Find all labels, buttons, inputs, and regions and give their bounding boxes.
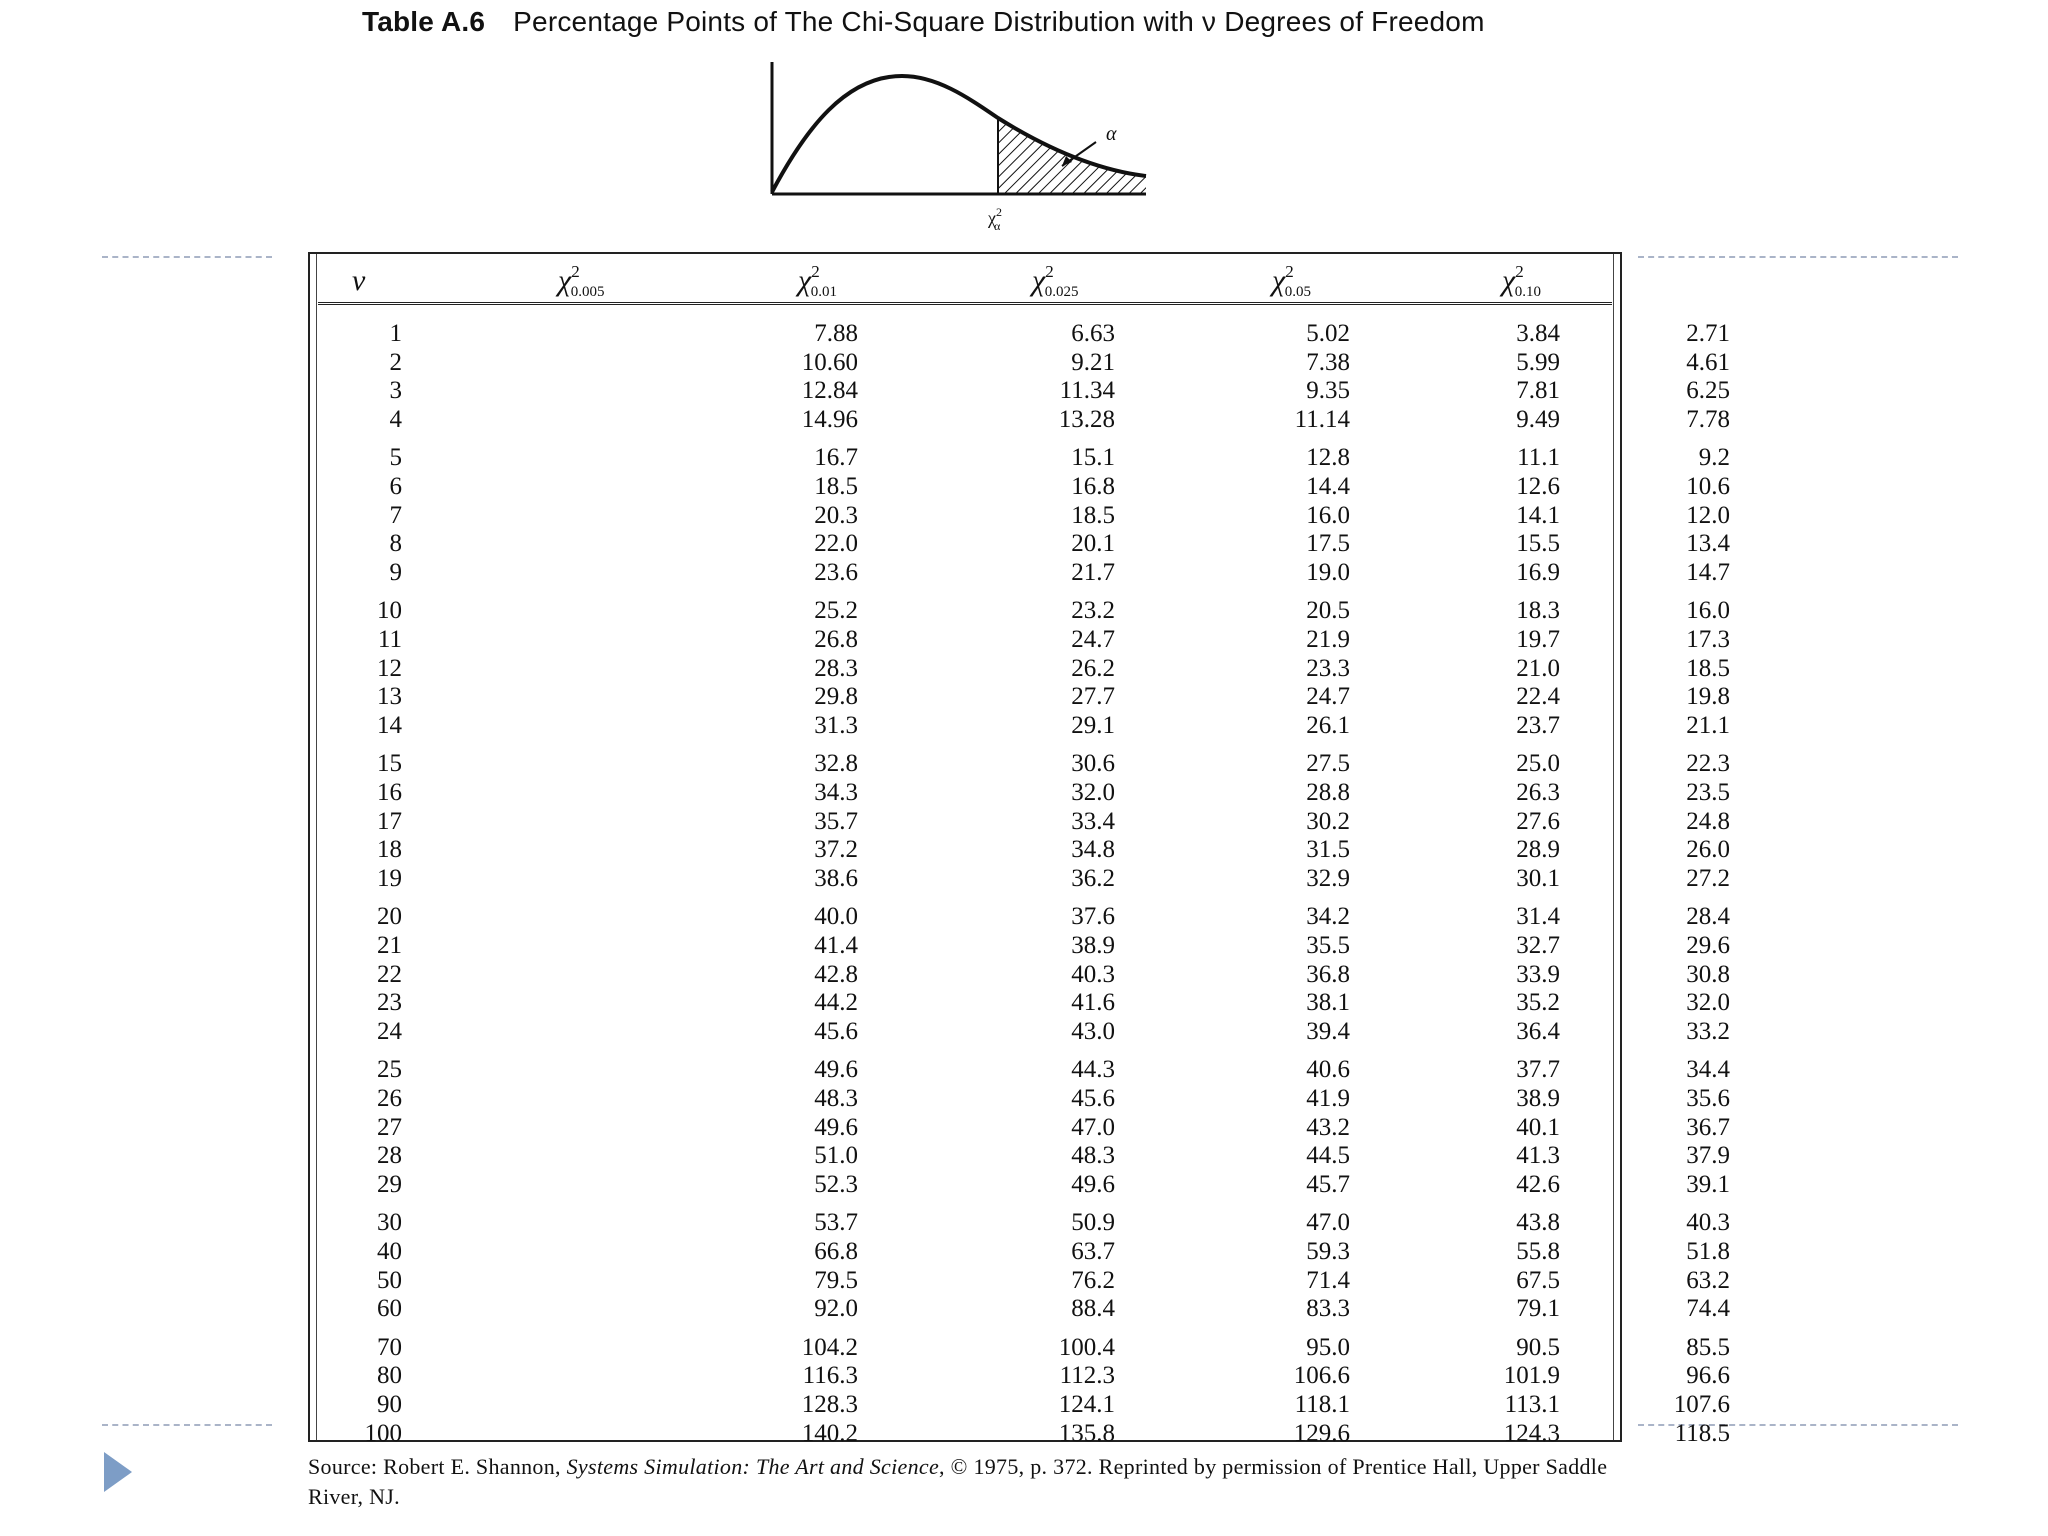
value-cell: 45.7	[1306, 1170, 1350, 1198]
value-cell: 63.2	[1686, 1266, 1730, 1294]
value-cell: 19.0	[1306, 558, 1350, 586]
value-cell: 32.7	[1516, 932, 1560, 959]
column-header-4: $\chi^2_{0.05}$	[1272, 262, 1311, 300]
table-row	[310, 654, 1730, 683]
value-cell: 39.4	[1306, 1017, 1350, 1045]
table-row	[310, 1362, 1730, 1390]
value-cell: 47.0	[1306, 1209, 1350, 1237]
value-cell: 36.4	[1516, 1017, 1560, 1045]
df-cell: 20	[377, 903, 402, 931]
value-cell: 129.6	[1293, 1419, 1350, 1447]
df-cell: 13	[377, 683, 402, 711]
value-cell: 55.8	[1516, 1238, 1560, 1265]
value-cell: 20.5	[1306, 597, 1350, 625]
value-cell: 16.0	[1686, 597, 1730, 625]
value-cell: 37.7	[1516, 1056, 1560, 1084]
value-cell: 49.6	[1071, 1170, 1115, 1198]
df-cell: 7	[389, 501, 402, 529]
value-cell: 12.84	[801, 377, 858, 405]
value-cell: 6.25	[1686, 377, 1730, 405]
value-cell: 29.1	[1071, 711, 1115, 739]
df-cell: 21	[377, 932, 402, 959]
table-row	[310, 444, 1730, 472]
value-cell: 112.3	[1059, 1362, 1115, 1390]
value-cell: 16.0	[1306, 501, 1350, 529]
table-row	[310, 405, 1730, 434]
value-cell: 7.78	[1686, 405, 1730, 433]
value-cell: 16.9	[1516, 558, 1560, 586]
value-cell: 100.4	[1058, 1333, 1115, 1361]
value-cell: 17.3	[1686, 626, 1730, 653]
value-cell: 33.2	[1686, 1017, 1730, 1045]
value-cell: 9.21	[1071, 348, 1115, 376]
value-cell: 107.6	[1673, 1391, 1730, 1418]
value-cell: 32.8	[814, 750, 858, 778]
value-cell: 5.99	[1516, 348, 1560, 376]
value-cell: 43.2	[1306, 1113, 1350, 1141]
table-title	[362, 6, 1485, 38]
table-number: Table A.6	[362, 6, 486, 37]
value-cell: 85.5	[1686, 1333, 1730, 1361]
value-cell: 26.1	[1306, 711, 1350, 739]
value-cell: 37.9	[1686, 1142, 1730, 1170]
value-cell: 48.3	[814, 1085, 858, 1112]
value-cell: 39.1	[1686, 1170, 1730, 1198]
df-cell: 5	[389, 444, 402, 472]
value-cell: 26.8	[814, 626, 858, 653]
value-cell: 31.3	[814, 711, 858, 739]
table-row	[310, 1391, 1730, 1419]
chi-alpha-label: $\chi^2$ α	[988, 205, 1002, 233]
value-cell: 26.0	[1686, 836, 1730, 864]
value-cell: 26.2	[1071, 654, 1115, 682]
value-cell: 32.9	[1306, 864, 1350, 892]
value-cell: 18.5	[814, 473, 858, 500]
table-row	[310, 501, 1730, 530]
value-cell: 31.4	[1516, 903, 1560, 931]
df-cell: 60	[377, 1295, 402, 1323]
value-cell: 3.84	[1516, 320, 1560, 347]
table-row	[310, 1170, 1730, 1199]
value-cell: 38.1	[1306, 989, 1350, 1017]
value-cell: 7.81	[1516, 377, 1560, 405]
table-row	[310, 1209, 1730, 1237]
table-row	[310, 683, 1730, 711]
value-cell: 88.4	[1071, 1295, 1115, 1323]
value-cell: 33.9	[1516, 960, 1560, 988]
df-cell: 80	[377, 1362, 402, 1390]
value-cell: 25.0	[1516, 750, 1560, 778]
value-cell: 38.9	[1071, 932, 1115, 959]
divider-bottom-left	[102, 1424, 272, 1426]
value-cell: 52.3	[814, 1170, 858, 1198]
value-cell: 14.4	[1306, 473, 1350, 500]
table-row	[310, 711, 1730, 740]
df-cell: 27	[377, 1113, 402, 1141]
value-cell: 32.0	[1071, 779, 1115, 806]
df-cell: 28	[377, 1142, 402, 1170]
value-cell: 51.8	[1686, 1238, 1730, 1265]
df-cell: 18	[377, 836, 402, 864]
table-row	[310, 1113, 1730, 1142]
df-cell: 19	[377, 864, 402, 892]
value-cell: 10.6	[1686, 473, 1730, 500]
df-cell: 2	[389, 348, 402, 376]
df-cell: 4	[389, 405, 402, 433]
df-cell: 11	[377, 626, 402, 653]
value-cell: 49.6	[814, 1056, 858, 1084]
value-cell: 23.7	[1516, 711, 1560, 739]
value-cell: 9.49	[1516, 405, 1560, 433]
alpha-label: α	[1106, 123, 1117, 145]
table-row	[310, 1085, 1730, 1113]
value-cell: 33.4	[1071, 807, 1115, 835]
value-cell: 36.8	[1306, 960, 1350, 988]
value-cell: 30.1	[1516, 864, 1560, 892]
value-cell: 83.3	[1306, 1295, 1350, 1323]
df-cell: 90	[377, 1391, 402, 1418]
table-row	[310, 1056, 1730, 1084]
value-cell: 41.3	[1516, 1142, 1560, 1170]
value-cell: 16.7	[814, 444, 858, 472]
value-cell: 32.0	[1686, 989, 1730, 1017]
value-cell: 22.4	[1516, 683, 1560, 711]
value-cell: 66.8	[814, 1238, 858, 1265]
table-row	[310, 1333, 1730, 1362]
value-cell: 17.5	[1306, 530, 1350, 558]
df-cell: 10	[377, 597, 402, 625]
value-cell: 35.2	[1516, 989, 1560, 1017]
table-row	[310, 1295, 1730, 1323]
source-prefix: Source: Robert E. Shannon,	[308, 1454, 567, 1479]
value-cell: 6.63	[1071, 320, 1115, 347]
divider-top-left	[102, 256, 272, 258]
value-cell: 59.3	[1306, 1238, 1350, 1265]
value-cell: 49.6	[814, 1113, 858, 1141]
value-cell: 43.0	[1071, 1017, 1115, 1045]
value-cell: 26.3	[1516, 779, 1560, 806]
df-cell: 25	[377, 1056, 402, 1084]
value-cell: 118.1	[1294, 1391, 1350, 1418]
value-cell: 21.7	[1071, 558, 1115, 586]
value-cell: 14.7	[1686, 558, 1730, 586]
column-header-3: $\chi^2_{0.025}$	[1032, 262, 1079, 300]
value-cell: 12.6	[1516, 473, 1560, 500]
value-cell: 22.0	[814, 530, 858, 558]
value-cell: 92.0	[814, 1295, 858, 1323]
value-cell: 23.5	[1686, 779, 1730, 806]
df-cell: 3	[389, 377, 402, 405]
value-cell: 36.7	[1686, 1113, 1730, 1141]
value-cell: 18.5	[1686, 654, 1730, 682]
value-cell: 28.8	[1306, 779, 1350, 806]
value-cell: 45.6	[814, 1017, 858, 1045]
value-cell: 20.1	[1071, 530, 1115, 558]
df-cell: 30	[377, 1209, 402, 1237]
value-cell: 21.1	[1686, 711, 1730, 739]
column-header-2: $\chi^2_{0.01}$	[798, 262, 837, 300]
table-row	[310, 807, 1730, 836]
value-cell: 42.8	[814, 960, 858, 988]
value-cell: 113.1	[1504, 1391, 1560, 1418]
value-cell: 12.8	[1306, 444, 1350, 472]
value-cell: 19.8	[1686, 683, 1730, 711]
value-cell: 35.6	[1686, 1085, 1730, 1112]
chi-square-table	[308, 252, 1730, 1447]
value-cell: 128.3	[801, 1391, 858, 1418]
value-cell: 79.1	[1516, 1295, 1560, 1323]
value-cell: 44.2	[814, 989, 858, 1017]
value-cell: 44.3	[1071, 1056, 1115, 1084]
value-cell: 30.2	[1306, 807, 1350, 835]
value-cell: 38.6	[814, 864, 858, 892]
value-cell: 116.3	[802, 1362, 858, 1390]
value-cell: 140.2	[801, 1419, 858, 1447]
df-cell: 15	[377, 750, 402, 778]
value-cell: 41.9	[1306, 1085, 1350, 1112]
value-cell: 15.5	[1516, 530, 1560, 558]
value-cell: 118.5	[1674, 1419, 1730, 1447]
value-cell: 2.71	[1686, 320, 1730, 347]
table-row	[310, 864, 1730, 893]
value-cell: 13.28	[1058, 405, 1115, 433]
header-rule	[318, 302, 1612, 305]
value-cell: 28.4	[1686, 903, 1730, 931]
value-cell: 96.6	[1686, 1362, 1730, 1390]
table-row	[310, 1238, 1730, 1266]
value-cell: 71.4	[1306, 1266, 1350, 1294]
value-cell: 11.1	[1517, 444, 1560, 472]
value-cell: 36.2	[1071, 864, 1115, 892]
value-cell: 7.88	[814, 320, 858, 347]
value-cell: 16.8	[1071, 473, 1115, 500]
df-cell: 100	[364, 1419, 402, 1447]
df-cell: 50	[377, 1266, 402, 1294]
table-row	[310, 989, 1730, 1017]
table-row	[310, 932, 1730, 960]
value-cell: 27.7	[1071, 683, 1115, 711]
df-cell: 70	[377, 1333, 402, 1361]
column-header-1: $\chi^2_{0.005}$	[558, 262, 605, 300]
table-row	[310, 1017, 1730, 1046]
df-cell: 24	[377, 1017, 402, 1045]
value-cell: 104.2	[801, 1333, 858, 1361]
value-cell: 21.0	[1516, 654, 1560, 682]
value-cell: 31.5	[1306, 836, 1350, 864]
value-cell: 43.8	[1516, 1209, 1560, 1237]
table-row	[310, 1142, 1730, 1170]
value-cell: 40.1	[1516, 1113, 1560, 1141]
value-cell: 18.5	[1071, 501, 1115, 529]
value-cell: 135.8	[1058, 1419, 1115, 1447]
value-cell: 15.1	[1071, 444, 1115, 472]
table-row	[310, 1419, 1730, 1448]
table-row	[310, 779, 1730, 807]
table-row	[310, 1266, 1730, 1295]
df-cell: 40	[377, 1238, 402, 1265]
value-cell: 4.61	[1686, 348, 1730, 376]
value-cell: 76.2	[1071, 1266, 1115, 1294]
df-cell: 17	[377, 807, 402, 835]
value-cell: 34.3	[814, 779, 858, 806]
value-cell: 18.3	[1516, 597, 1560, 625]
value-cell: 10.60	[801, 348, 858, 376]
table-row	[310, 836, 1730, 864]
value-cell: 23.3	[1306, 654, 1350, 682]
value-cell: 24.7	[1306, 683, 1350, 711]
value-cell: 34.8	[1071, 836, 1115, 864]
source-suffix: , © 1975, p. 372. Reprinted by permission of Prentice Hall, Upper Saddle River, NJ.	[308, 1454, 1608, 1509]
value-cell: 12.0	[1686, 501, 1730, 529]
table-row	[310, 750, 1730, 778]
value-cell: 11.14	[1294, 405, 1350, 433]
value-cell: 67.5	[1516, 1266, 1560, 1294]
value-cell: 30.6	[1071, 750, 1115, 778]
value-cell: 40.6	[1306, 1056, 1350, 1084]
value-cell: 74.4	[1686, 1295, 1730, 1323]
value-cell: 79.5	[814, 1266, 858, 1294]
value-cell: 35.7	[814, 807, 858, 835]
value-cell: 19.7	[1516, 626, 1560, 653]
value-cell: 34.4	[1686, 1056, 1730, 1084]
column-header-0: ν	[352, 264, 366, 297]
value-cell: 7.38	[1306, 348, 1350, 376]
value-cell: 20.3	[814, 501, 858, 529]
value-cell: 28.9	[1516, 836, 1560, 864]
value-cell: 11.34	[1059, 377, 1115, 405]
divider-top-right	[1638, 256, 1958, 258]
value-cell: 101.9	[1503, 1362, 1560, 1390]
table-row	[310, 473, 1730, 501]
value-cell: 14.96	[801, 405, 858, 433]
value-cell: 90.5	[1516, 1333, 1560, 1361]
value-cell: 38.9	[1516, 1085, 1560, 1112]
table-row	[310, 960, 1730, 989]
table-row	[310, 558, 1730, 587]
value-cell: 27.5	[1306, 750, 1350, 778]
table-row	[310, 377, 1730, 405]
df-cell: 9	[389, 558, 402, 586]
source-book-title: Systems Simulation: The Art and Science	[566, 1454, 940, 1479]
value-cell: 45.6	[1071, 1085, 1115, 1112]
value-cell: 23.2	[1071, 597, 1115, 625]
value-cell: 40.0	[814, 903, 858, 931]
value-cell: 37.2	[814, 836, 858, 864]
value-cell: 21.9	[1306, 626, 1350, 653]
value-cell: 42.6	[1516, 1170, 1560, 1198]
df-cell: 6	[389, 473, 402, 500]
df-cell: 8	[389, 530, 402, 558]
value-cell: 22.3	[1686, 750, 1730, 778]
df-cell: 14	[377, 711, 402, 739]
value-cell: 50.9	[1071, 1209, 1115, 1237]
df-cell: 29	[377, 1170, 402, 1198]
table-caption: Percentage Points of The Chi-Square Distribution with ν Degrees of Freedom	[513, 6, 1485, 37]
value-cell: 9.2	[1698, 444, 1730, 472]
df-cell: 23	[377, 989, 402, 1017]
table-header	[310, 254, 1620, 302]
table-row	[310, 348, 1730, 377]
value-cell: 63.7	[1071, 1238, 1115, 1265]
value-cell: 124.1	[1058, 1391, 1115, 1418]
value-cell: 37.6	[1071, 903, 1115, 931]
value-cell: 30.8	[1686, 960, 1730, 988]
value-cell: 27.2	[1686, 864, 1730, 892]
table-row	[310, 597, 1730, 625]
df-cell: 12	[377, 654, 402, 682]
table-row	[310, 320, 1730, 348]
df-cell: 16	[377, 779, 402, 806]
chi-square-curve-figure	[766, 58, 1162, 238]
value-cell: 28.3	[814, 654, 858, 682]
column-header-5: $\chi^2_{0.10}$	[1502, 262, 1541, 300]
value-cell: 13.4	[1686, 530, 1730, 558]
value-cell: 41.4	[814, 932, 858, 959]
value-cell: 23.6	[814, 558, 858, 586]
slide-bullet-icon	[104, 1452, 132, 1492]
df-cell: 22	[377, 960, 402, 988]
value-cell: 24.8	[1686, 807, 1730, 835]
value-cell: 95.0	[1306, 1333, 1350, 1361]
value-cell: 24.7	[1071, 626, 1115, 653]
value-cell: 47.0	[1071, 1113, 1115, 1141]
value-cell: 5.02	[1306, 320, 1350, 347]
value-cell: 29.6	[1686, 932, 1730, 959]
value-cell: 106.6	[1293, 1362, 1350, 1390]
value-cell: 9.35	[1306, 377, 1350, 405]
table-row	[310, 903, 1730, 931]
value-cell: 25.2	[814, 597, 858, 625]
value-cell: 53.7	[814, 1209, 858, 1237]
value-cell: 124.3	[1503, 1419, 1560, 1447]
value-cell: 41.6	[1071, 989, 1115, 1017]
value-cell: 34.2	[1306, 903, 1350, 931]
value-cell: 35.5	[1306, 932, 1350, 959]
df-cell: 26	[377, 1085, 402, 1112]
value-cell: 40.3	[1071, 960, 1115, 988]
df-cell: 1	[389, 320, 402, 347]
value-cell: 44.5	[1306, 1142, 1350, 1170]
value-cell: 51.0	[814, 1142, 858, 1170]
value-cell: 40.3	[1686, 1209, 1730, 1237]
value-cell: 29.8	[814, 683, 858, 711]
value-cell: 14.1	[1516, 501, 1560, 529]
table-row	[310, 626, 1730, 654]
table-row	[310, 530, 1730, 558]
value-cell: 48.3	[1071, 1142, 1115, 1170]
value-cell: 27.6	[1516, 807, 1560, 835]
source-note	[308, 1452, 1624, 1512]
